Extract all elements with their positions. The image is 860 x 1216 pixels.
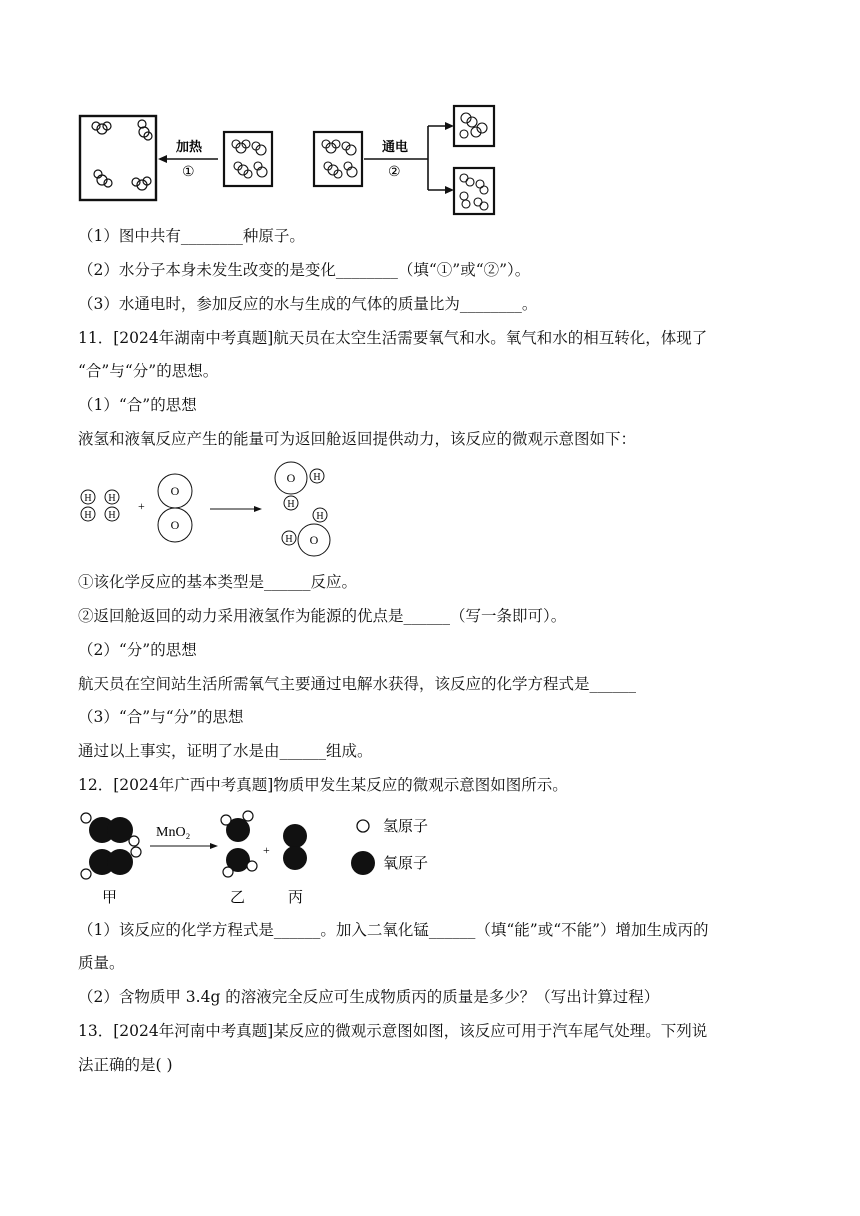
label-bing: 丙 [288,890,304,906]
q13-title: 13．[2024年河南中考真题]某反应的微观示意图如图，该反应可用于汽车尾气处理。下列说 [78,1022,708,1040]
q13-title-cont: 法正确的是( ) [78,1056,173,1074]
q11-question1: ①该化学反应的基本类型是______反应。 [78,573,358,591]
q12-part2: （2）含物质甲 3.4g 的溶液完全反应可生成物质丙的质量是多少？（写出计算过程） [78,988,660,1006]
peroxide-decomposition-diagram [78,806,478,906]
q10-part3: （3）水通电时，参加反应的水与生成的气体的质量比为________。 [78,295,538,313]
h-atom-label: H [108,510,116,521]
q11-title: 11．[2024年湖南中考真题]航天员在太空生活需要氧气和水。氧气和水的相互转化，体现了 [78,329,708,347]
o-atom-label: O [286,471,296,485]
catalyst-label: MnO₂ [156,825,191,840]
h-atom-label: H [84,510,92,521]
legend-oxygen-label: 氧原子 [383,856,429,872]
q11-section3-heading: （3）“合”与“分”的思想 [78,708,244,726]
label-jia: 甲 [102,890,118,906]
q12-part1: （1）该反应的化学方程式是______。加入二氧化锰______（填“能”或“不能”）增加生成丙的 [78,921,709,939]
arrow2-bottom-label: ② [388,165,401,180]
legend-hydrogen-swatch [357,820,369,832]
o-atom-label: O [170,518,180,532]
o-atom-label: O [170,484,180,498]
o-atom-label: O [309,533,319,547]
q11-section1-text: 液氢和液氧反应产生的能量可为返回舱返回提供动力，该反应的微观示意图如下： [78,430,637,448]
q10-part2: （2）水分子本身未发生改变的是变化________（填“①”或“②”）。 [78,261,531,279]
plus-sign: + [138,499,145,513]
hydrogen-oxygen-reaction-diagram [78,458,358,558]
q11-section1-heading: （1）“合”的思想 [78,396,197,414]
arrow1-top-label: 加热 [176,139,203,154]
q11-title-cont: “合”与“分”的思想。 [78,362,219,380]
q11-section2-heading: （2）“分”的思想 [78,641,197,659]
h-atom-label: H [287,499,295,510]
q10-part1: （1）图中共有________种原子。 [78,227,305,245]
q11-section3-text: 通过以上事实，证明了水是由______组成。 [78,742,373,760]
q11-section2-text: 航天员在空间站生活所需氧气主要通过电解水获得，该反应的化学方程式是______ [78,675,637,693]
h-atom-label: H [285,534,293,545]
legend-oxygen-swatch [351,851,375,875]
legend-hydrogen-label: 氢原子 [383,819,429,835]
h-atom-label: H [108,493,116,504]
h-atom-label: H [84,493,92,504]
water-change-diagram [78,104,598,204]
plus-sign: + [263,843,270,857]
h-atom-label: H [313,472,321,483]
q11-question2: ②返回舱返回的动力采用液氢作为能源的优点是______（写一条即可）。 [78,607,567,625]
q12-title: 12．[2024年广西中考真题]物质甲发生某反应的微观示意图如图所示。 [78,776,568,794]
arrow1-bottom-label: ① [182,165,195,180]
box-after-heating [80,116,156,200]
q12-part1-cont: 质量。 [78,954,125,972]
label-yi: 乙 [230,890,246,906]
h-atom-label: H [316,511,324,522]
arrow2-top-label: 通电 [382,139,409,154]
